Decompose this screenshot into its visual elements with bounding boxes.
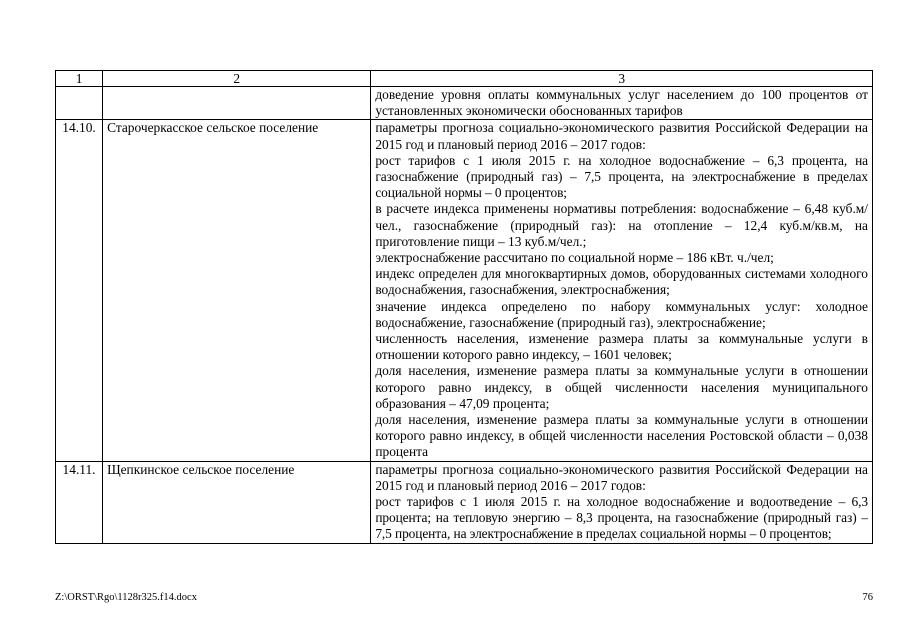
row-description <box>371 87 873 120</box>
table-row-14-10 <box>56 120 873 461</box>
table-row-14-11 <box>56 461 873 543</box>
description-paragraph: электроснабжение рассчитано по социальной норме – 186 кВт. ч./чел; <box>375 250 774 266</box>
header-col-3: 3 <box>371 71 873 87</box>
header-col-2: 2 <box>103 71 371 87</box>
footer-file-path: Z:\ORST\Rgo\1128r325.f14.docx <box>55 592 197 603</box>
description-paragraph: индекс определен для многоквартирных домов, оборудованных системами холодного водоснабжения, газоснабжения, электроснабжения; <box>375 266 868 298</box>
row-description <box>371 461 873 543</box>
description-paragraph: параметры прогноза социально-экономического развития Российской Федерации на 2015 год и плановый период 2016 – 2017 годов: <box>375 120 868 152</box>
description-paragraph: доведение уровня оплаты коммунальных услуг населением до 100 процентов от установленных экономически обоснованных тарифов <box>375 87 868 119</box>
row-number: 14.11. <box>56 461 103 543</box>
table-row-continuation <box>56 87 873 120</box>
header-col-1: 1 <box>56 71 103 87</box>
row-number: 14.10. <box>56 120 103 461</box>
description-paragraph: параметры прогноза социально-экономического развития Российской Федерации на 2015 год и плановый период 2016 – 2017 годов: <box>375 461 868 493</box>
table-header-row <box>56 71 873 87</box>
row-settlement-name: Щепкинское сельское поселение <box>103 461 371 543</box>
description-paragraph: доля населения, изменение размера платы за коммунальные услуги в отношении которого равно индексу, в общей численности населения муниципального образования – 47,09 процента; <box>375 363 868 411</box>
row-number <box>56 87 103 120</box>
description-paragraph: доля населения, изменение размера платы за коммунальные услуги в отношении которого равно индексу, в общей численности населения Ростовской области – 0,038 процента <box>375 412 868 460</box>
document-table <box>55 70 873 544</box>
row-settlement-name: Старочеркасское сельское поселение <box>103 120 371 461</box>
description-paragraph: значение индекса определено по набору коммунальных услуг: холодное водоснабжение, газоснабжение (природный газ), электроснабжение; <box>375 298 868 330</box>
row-settlement-name <box>103 87 371 120</box>
footer-page-number: 76 <box>862 592 873 603</box>
description-paragraph: рост тарифов с 1 июля 2015 г. на холодное водоснабжение и водоотведение – 6,3 процента; на тепловую энергию – 8,3 процента, на газоснабжение (природный газ) – 7,5 процента, на электроснабжение в пределах социальной нормы – 0 процентов; <box>375 494 868 542</box>
description-paragraph: в расчете индекса применены нормативы потребления: водоснабжение – 6,48 куб.м/чел., газоснабжение (природный газ): на отопление – 12,4 куб.м/кв.м, на приготовление пищи – 13 куб.м/чел.; <box>375 201 868 249</box>
description-paragraph: численность населения, изменение размера платы за коммунальные услуги в отношении которого равно индексу, – 1601 человек; <box>375 331 868 363</box>
description-paragraph: рост тарифов с 1 июля 2015 г. на холодное водоснабжение – 6,3 процента, на газоснабжение (природный газ) – 7,5 процента, на электроснабжение в пределах социальной нормы – 0 процентов; <box>375 152 868 201</box>
row-description <box>371 120 873 461</box>
